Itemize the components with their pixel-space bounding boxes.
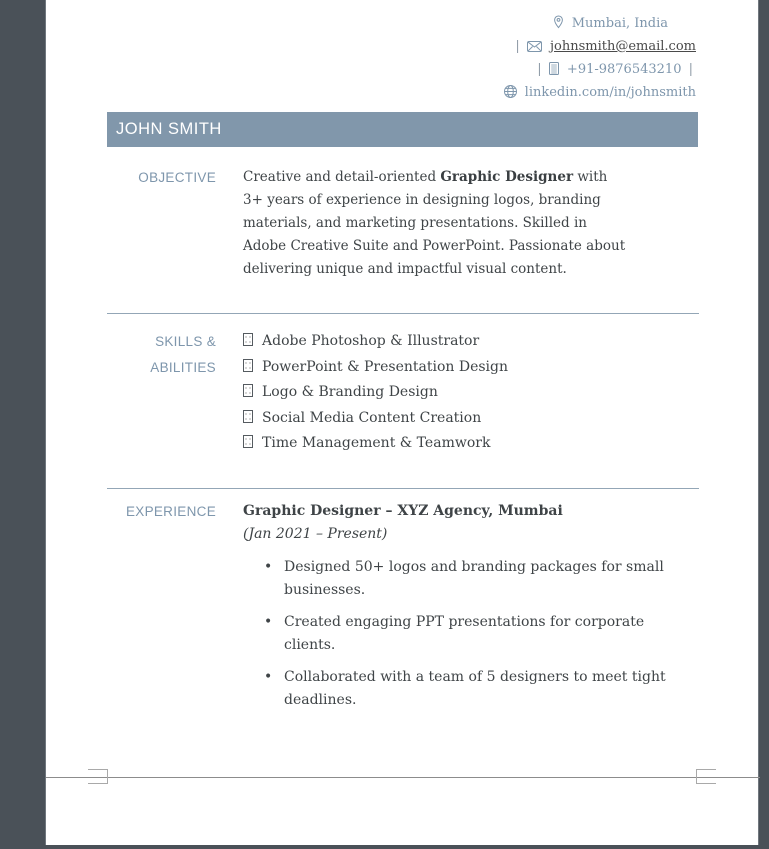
- bullet-dot-icon: [264, 611, 284, 657]
- section-divider: [107, 488, 699, 489]
- missing-glyph-bullet-icon: [243, 333, 253, 346]
- missing-glyph-bullet-icon: [243, 359, 253, 372]
- objective-text-after: with 3+ years of experience in designing logos, branding materials, and marketing presentations. Skilled in Adobe Creative Suite and PowerPoint. Passionate about delivering unique and impactful visual content.: [243, 169, 626, 277]
- experience-bullet-text: Created engaging PPT presentations for corporate clients.: [284, 614, 645, 653]
- job-date-range: (Jan 2021 – Present): [243, 526, 388, 542]
- objective-paragraph: [243, 166, 628, 281]
- skill-list-item: [243, 355, 508, 381]
- skills-label-line1: SKILLS &: [155, 334, 216, 349]
- skills-label-line2: ABILITIES: [150, 359, 216, 375]
- contact-phone-text: +91-9876543210: [566, 62, 682, 77]
- contact-phone-line: [504, 59, 696, 82]
- experience-body: [243, 500, 694, 721]
- skill-text: PowerPoint & Presentation Design: [262, 358, 509, 375]
- person-name: JOHN SMITH: [116, 120, 222, 138]
- objective-body: [243, 166, 628, 281]
- skills-section-label: [107, 329, 216, 457]
- bullet-dot-icon: [264, 556, 284, 602]
- location-pin-icon: [553, 15, 564, 36]
- experience-bullet-item: [264, 556, 694, 602]
- skills-section: [107, 329, 508, 457]
- contact-location-line: [504, 13, 696, 36]
- missing-glyph-bullet-icon: [243, 410, 253, 423]
- page-margin-mark-right: [696, 769, 716, 784]
- separator: |: [688, 62, 693, 77]
- contact-email-line: [504, 36, 696, 59]
- name-header-bar: [107, 112, 698, 147]
- experience-bullet-item: [264, 666, 694, 712]
- missing-glyph-bullet-icon: [243, 435, 253, 448]
- page-margin-mark-left: [88, 769, 108, 784]
- skill-text: Adobe Photoshop & Illustrator: [262, 333, 480, 349]
- section-divider: [107, 313, 699, 314]
- missing-glyph-bullet-icon: [243, 384, 253, 397]
- page-break-line: [46, 777, 760, 778]
- contact-block: [504, 13, 696, 105]
- skill-list-item: [243, 329, 508, 355]
- skill-list-item: [243, 431, 508, 457]
- skill-text: Logo & Branding Design: [262, 384, 438, 400]
- bullet-dot-icon: [264, 666, 284, 712]
- document-page: [45, 0, 759, 845]
- phone-icon: [549, 61, 559, 82]
- objective-text-before: Creative and detail-oriented: [243, 169, 441, 185]
- experience-bullet-list: [243, 556, 694, 712]
- separator: |: [537, 62, 542, 77]
- skill-text: Social Media Content Creation: [262, 409, 482, 426]
- globe-icon: [504, 84, 517, 105]
- email-link[interactable]: johnsmith@email.com: [549, 39, 696, 54]
- skill-list-item: [243, 406, 508, 432]
- experience-section: [107, 500, 694, 721]
- skill-list-item: [243, 380, 508, 406]
- contact-linkedin-text: linkedin.com/in/johnsmith: [524, 85, 696, 100]
- job-title: Graphic Designer – XYZ Agency, Mumbai: [243, 503, 563, 519]
- objective-section: [107, 166, 628, 281]
- experience-bullet-text: Collaborated with a team of 5 designers to meet tight deadlines.: [284, 669, 666, 708]
- contact-location-text: Mumbai, India: [571, 16, 668, 31]
- experience-bullet-text: Designed 50+ logos and branding packages for small businesses.: [284, 559, 664, 598]
- objective-section-label: OBJECTIVE: [138, 170, 216, 185]
- skills-list: [243, 329, 508, 457]
- mail-icon: [527, 38, 542, 59]
- separator: |: [515, 39, 520, 54]
- objective-text-bold: Graphic Designer: [440, 169, 574, 185]
- skill-text: Time Management & Teamwork: [262, 435, 491, 451]
- experience-bullet-item: [264, 611, 694, 657]
- contact-linkedin-line: [504, 82, 696, 105]
- experience-section-label: EXPERIENCE: [125, 504, 216, 519]
